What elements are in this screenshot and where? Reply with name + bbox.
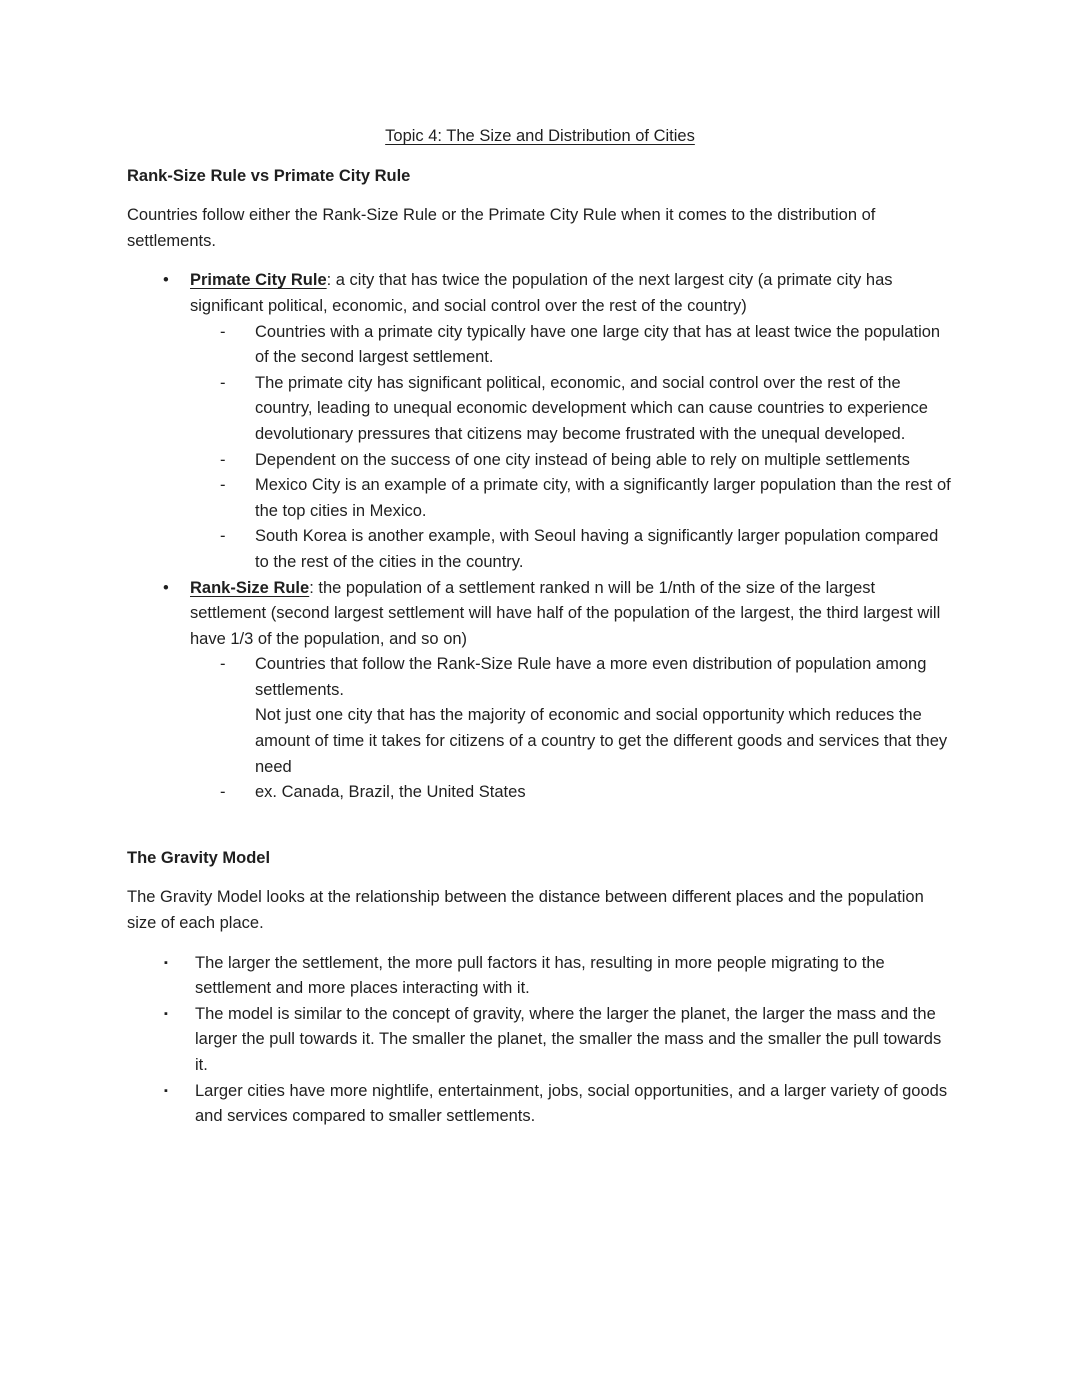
bullet-text xyxy=(190,268,953,319)
square-bullet-icon: ▪ xyxy=(164,1084,168,1097)
bullet-item xyxy=(127,951,953,1002)
square-bullet-list xyxy=(127,951,953,1130)
section-intro: The Gravity Model looks at the relationship between the distance between different places and the population size of each place. xyxy=(127,888,924,933)
sub-bullet-item xyxy=(127,652,953,703)
dash-bullet-icon: - xyxy=(220,373,226,392)
term-label: Primate City Rule xyxy=(190,271,327,290)
bullet-text-rest: : the population of a settlement ranked n will be 1/nth of the size of the largest settlement (second largest settlement will have half of the population of the largest, the third largest will have 1/3 of the population, and so on) xyxy=(190,578,941,648)
bullet-text-rest: : a city that has twice the population of the next largest city (a primate city has significant political, economic, and social control over the rest of the country) xyxy=(190,271,893,315)
bullet-text xyxy=(190,576,953,653)
bullet-text: Larger cities have more nightlife, entertainment, jobs, social opportunities, and a larger variety of goods and services compared to smaller settlements. xyxy=(195,1081,948,1126)
sub-bullet-text: South Korea is another example, with Seoul having a significantly larger population compared to the rest of the cities in the country. xyxy=(255,527,939,571)
bullet-item-rank-size-rule xyxy=(127,576,953,653)
dash-bullet-icon: - xyxy=(220,783,226,802)
sub-bullet-text: Mexico City is an example of a primate city, with a significantly larger population than the rest of the top cities in Mexico. xyxy=(255,476,951,520)
dash-bullet-icon: - xyxy=(220,527,226,546)
disc-bullet-icon: • xyxy=(163,271,169,290)
section-intro: Countries follow either the Rank-Size Rule or the Primate City Rule when it comes to the distribution of settlements. xyxy=(127,206,876,250)
bullet-item xyxy=(127,1079,953,1130)
section-rank-size-vs-primate xyxy=(127,164,953,806)
sub-bullet-continuation xyxy=(127,703,953,780)
bullet-item xyxy=(127,1002,953,1079)
sub-bullet-item xyxy=(127,524,953,575)
dash-bullet-icon: - xyxy=(220,476,226,495)
bullet-item-primate-city-rule xyxy=(127,268,953,319)
sub-bullet-item xyxy=(127,320,953,371)
bullet-text: The larger the settlement, the more pull factors it has, resulting in more people migrating to the settlement and more places interacting with it. xyxy=(195,953,885,998)
square-bullet-icon: ▪ xyxy=(164,1007,168,1020)
dash-bullet-icon: - xyxy=(220,450,226,469)
document-title: Topic 4: The Size and Distribution of Cities xyxy=(385,127,695,145)
dash-bullet-icon: - xyxy=(220,322,226,341)
sub-bullet-text: ex. Canada, Brazil, the United States xyxy=(255,783,526,802)
sub-bullet-item xyxy=(127,371,953,448)
bullet-text: The model is similar to the concept of gravity, where the larger the planet, the larger the mass and the larger the pull towards it. The smaller the planet, the smaller the mass and the smaller the pull towards it. xyxy=(195,1004,942,1074)
section-heading: The Gravity Model xyxy=(127,848,271,867)
sub-bullet-text: Countries with a primate city typically have one large city that has at least twice the population of the second largest settlement. xyxy=(255,322,941,367)
disc-bullet-icon: • xyxy=(163,578,169,597)
dash-bullet-icon: - xyxy=(220,655,226,674)
sub-bullet-text: The primate city has significant political, economic, and social control over the rest of the country, leading to unequal economic development which can cause countries to experience devolutionary pressures that citizens may become frustrated with the unequal developed. xyxy=(255,373,928,443)
bullet-list xyxy=(127,268,953,805)
section-gravity-model xyxy=(127,846,953,1130)
sub-bullet-text: Countries that follow the Rank-Size Rule have a more even distribution of population among settlements. xyxy=(255,655,927,699)
term-label: Rank-Size Rule xyxy=(190,578,310,597)
section-heading: Rank-Size Rule vs Primate City Rule xyxy=(127,166,411,185)
sub-bullet-text: Dependent on the success of one city instead of being able to rely on multiple settlements xyxy=(255,450,910,469)
sub-bullet-item xyxy=(127,780,953,806)
sub-bullet-item xyxy=(127,473,953,524)
sub-bullet-item xyxy=(127,448,953,474)
sub-bullet-text: Not just one city that has the majority of economic and social opportunity which reduces the amount of time it takes for citizens of a country to get the different goods and services that they need xyxy=(255,706,948,776)
square-bullet-icon: ▪ xyxy=(164,956,168,969)
